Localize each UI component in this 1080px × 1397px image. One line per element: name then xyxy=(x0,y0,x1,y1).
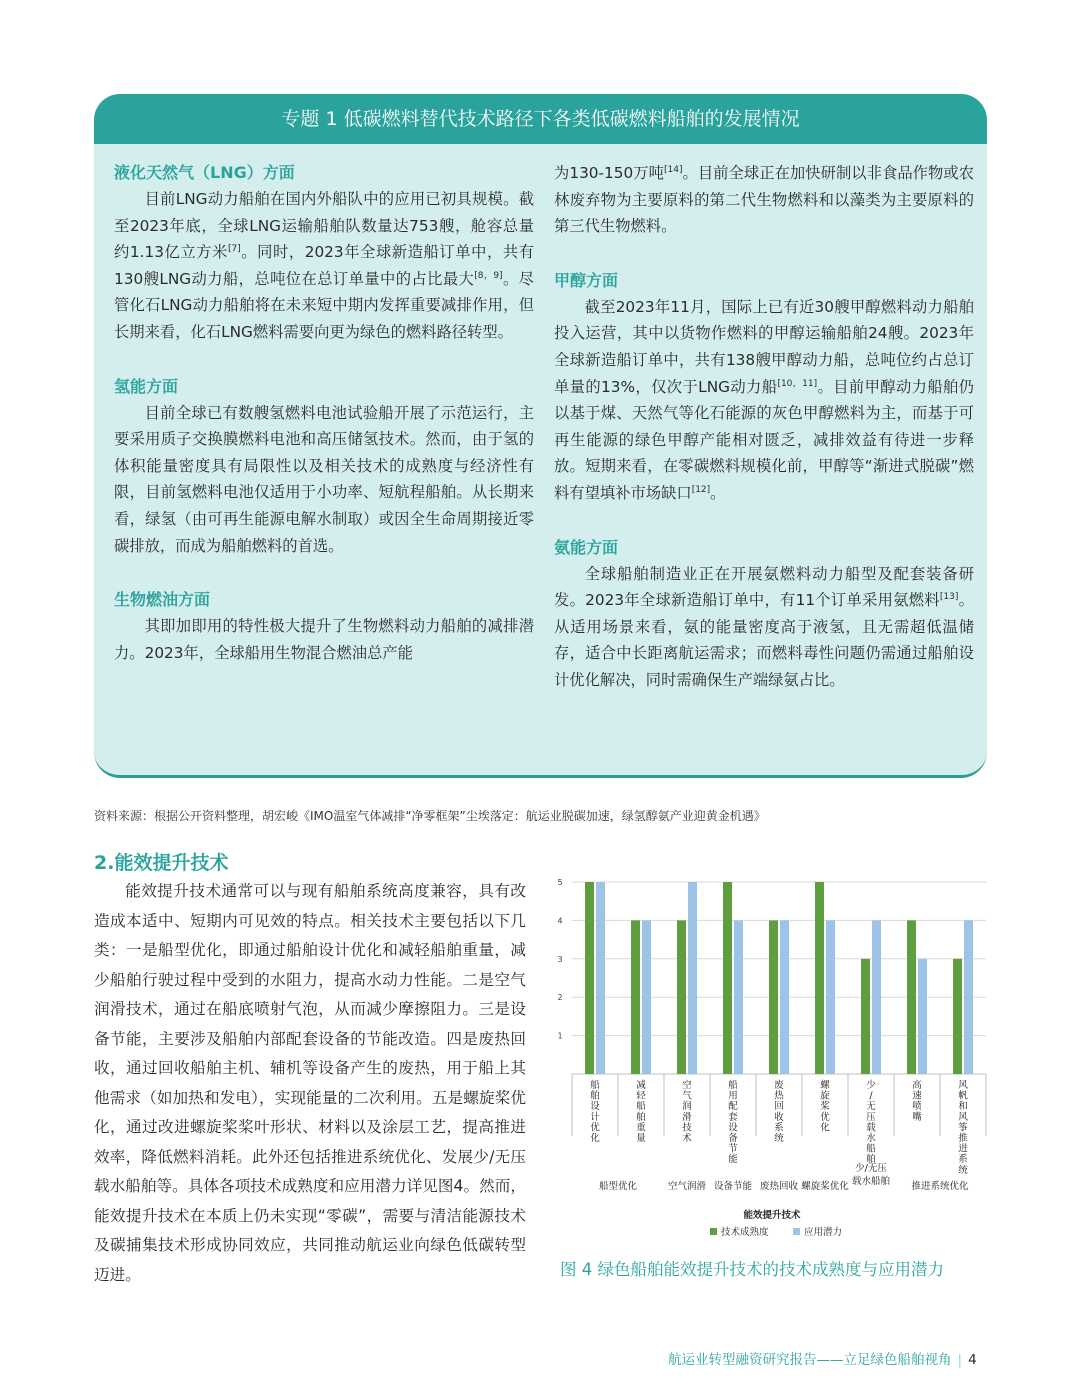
lng-paragraph: 目前LNG动力船舶在国内外船队中的应用已初具规模。截至2023年底，全球LNG运输船舶队数量达753艘，舱容总量约1.13亿立方米[7]。同时，2023年全球新造船订单中，共有130艘LNG动力船，总吨位在总订单量中的占比最大[8，9]。尽管化石LNG动力船舶将在未来短中期内发挥重要减排作用，但长期来看，化石LNG燃料需要向更为绿色的燃料路径转型。 xyxy=(114,190,535,341)
lng-heading: 液化天然气（LNG）方面 xyxy=(114,163,295,182)
section-heading: 2.能效提升技术 xyxy=(94,852,229,874)
y-tick-label: 1 xyxy=(557,1031,563,1041)
bar-maturity xyxy=(631,920,640,1074)
category-label: 螺旋桨优化 xyxy=(820,1080,830,1134)
category-label: 船舶设计优化 xyxy=(590,1080,600,1144)
bar-potential xyxy=(872,920,881,1074)
hydrogen-heading: 氢能方面 xyxy=(114,376,179,396)
page-footer xyxy=(668,1350,977,1370)
bar-maturity xyxy=(861,959,870,1074)
topic-right-column xyxy=(554,160,974,694)
x-axis-title: 能效提升技术 xyxy=(743,1210,801,1221)
legend-label: 技术成熟度 xyxy=(721,1227,769,1238)
group-label: 设备节能 xyxy=(713,1181,753,1192)
bar-maturity xyxy=(769,920,778,1074)
y-tick-label: 3 xyxy=(557,954,563,964)
bar-potential xyxy=(734,920,743,1074)
ammonia-paragraph: 全球船舶制造业正在开展氨燃料动力船型及配套装备研发。2023年全球新造船订单中，有11个订单采用氨燃料[13]。从适用场景来看，氨的能量密度高于液氢，且无需超低温储存，适合中长距离航运需求；而燃料毒性问题仍需通过船舶设计优化解决，同时需确保生产端绿氨占比。 xyxy=(554,564,974,689)
legend-label: 应用潜力 xyxy=(804,1227,843,1238)
footer-separator: | xyxy=(957,1352,963,1368)
group-label: 推进系统优化 xyxy=(911,1181,969,1192)
methanol-heading: 甲醇方面 xyxy=(554,270,619,290)
bar-maturity xyxy=(677,920,686,1074)
group-label: 船型优化 xyxy=(598,1181,638,1192)
efficiency-bar-chart xyxy=(550,866,990,1256)
ammonia-heading: 氨能方面 xyxy=(554,537,619,557)
footer-title: 航运业转型融资研究报告——立足绿色船舶视角 xyxy=(668,1352,952,1368)
category-label: 风帆和风筝推进系统 xyxy=(958,1080,968,1176)
bar-potential xyxy=(596,882,605,1074)
bar-potential xyxy=(826,920,835,1074)
group-label: 空气润滑 xyxy=(667,1181,707,1192)
topic-box xyxy=(94,94,987,778)
category-label: 少/无压载水船舶 xyxy=(866,1080,876,1166)
bar-potential xyxy=(780,920,789,1074)
category-label: 空气润滑技术 xyxy=(682,1080,692,1144)
methanol-paragraph: 截至2023年11月，国际上已有近30艘甲醇燃料动力船舶投入运营，其中以货物作燃料的甲醇运输船舶24艘。2023年全球新造船订单中，共有138艘甲醇动力船，总吨位约占总订单量的13%，仅次于LNG动力船[10，11]。目前甲醇动力船舶仍以基于煤、天然气等化石能源的灰色甲醇燃料为主，而基于可再生能源的绿色甲醇产能相对匮乏，减排效益有待进一步释放。短期来看，在零碳燃料规模化前，甲醇等“渐进式脱碳”燃料有望填补市场缺口[12]。 xyxy=(554,297,974,502)
bar-potential xyxy=(642,920,651,1074)
bar-maturity xyxy=(585,882,594,1074)
category-label: 高速喷嘴 xyxy=(912,1080,922,1123)
y-tick-label: 5 xyxy=(557,878,563,887)
bar-maturity xyxy=(815,882,824,1074)
topic-box-title: 专题 1 低碳燃料替代技术路径下各类低碳燃料船舶的发展情况 xyxy=(94,94,987,144)
bar-maturity xyxy=(953,959,962,1074)
bar-potential xyxy=(688,882,697,1074)
section-body: 能效提升技术通常可以与现有船舶系统高度兼容，具有改造成本适中、短期内可见效的特点。相关技术主要包括以下几类：一是船型优化，即通过船舶设计优化和减轻船舶重量，减少船舶行驶过程中受到的水阻力，提高水动力性能。二是空气润滑技术，通过在船底喷射气泡，从而减少摩擦阻力。三是设备节能，主要涉及船舶内部配套设备的节能改造。四是废热回收，通过回收船舶主机、辅机等设备产生的废热，用于船上其他需求（如加热和发电），实现能量的二次利用。五是螺旋桨优化，通过改进螺旋桨桨叶形状、材料以及涂层工艺，提高推进效率，降低燃料消耗。此外还包括推进系统优化、发展少/无压载水船舶等。具体各项技术成熟度和应用潜力详见图4。然而，能效提升技术在本质上仍未实现“零碳”，需要与清洁能源技术及碳捕集技术形成协同效应，共同推动航运业向绿色低碳转型迈进。 xyxy=(94,882,526,1284)
biofuel-continued: 为130-150万吨[14]。目前全球正在加快研制以非食品作物或农林废弃物为主要原料的第二代生物燃料和以藻类为主要原料的第三代生物燃料。 xyxy=(554,164,974,236)
y-tick-label: 4 xyxy=(557,916,563,926)
bar-potential xyxy=(918,959,927,1074)
category-label: 废热回收系统 xyxy=(774,1080,784,1144)
bar-potential xyxy=(964,920,973,1074)
figure-caption: 图 4 绿色船舶能效提升技术的技术成熟度与应用潜力 xyxy=(560,1260,944,1279)
legend-swatch xyxy=(710,1228,717,1235)
topic-left-column xyxy=(114,160,534,666)
group-label: 废热回收 xyxy=(759,1181,799,1192)
y-tick-label: 2 xyxy=(557,993,563,1003)
hydrogen-paragraph: 目前全球已有数艘氢燃料电池试验船开展了示范运行，主要采用质子交换膜燃料电池和高压储氢技术。然而，由于氢的体积能量密度具有局限性以及相关技术的成熟度与经济性有限，目前氢燃料电池仅适用于小功率、短航程船舶。从长期来看，绿氢（由可再生能源电解水制取）或因全生命周期接近零碳排放，而成为船舶燃料的首选。 xyxy=(114,403,534,555)
biofuel-paragraph: 其即加即用的特性极大提升了生物燃料动力船舶的减排潜力。2023年，全球船用生物混合燃油总产能 xyxy=(114,617,534,662)
legend-swatch xyxy=(793,1228,800,1235)
page-number: 4 xyxy=(968,1352,977,1368)
category-label: 减轻船舶重量 xyxy=(636,1080,646,1144)
source-note: 资料来源：根据公开资料整理，胡宏峻《IMO温室气体减排“净零框架”尘埃落定：航运业脱碳加速，绿氢醇氨产业迎黄金机遇》 xyxy=(94,809,766,823)
category-label: 船用配套设备节能 xyxy=(728,1080,738,1166)
bar-maturity xyxy=(907,920,916,1074)
bar-maturity xyxy=(723,882,732,1074)
group-label: 少/无压载水船舶 xyxy=(851,1163,891,1187)
biofuel-heading: 生物燃油方面 xyxy=(114,590,211,610)
group-label: 螺旋桨优化 xyxy=(801,1181,849,1192)
